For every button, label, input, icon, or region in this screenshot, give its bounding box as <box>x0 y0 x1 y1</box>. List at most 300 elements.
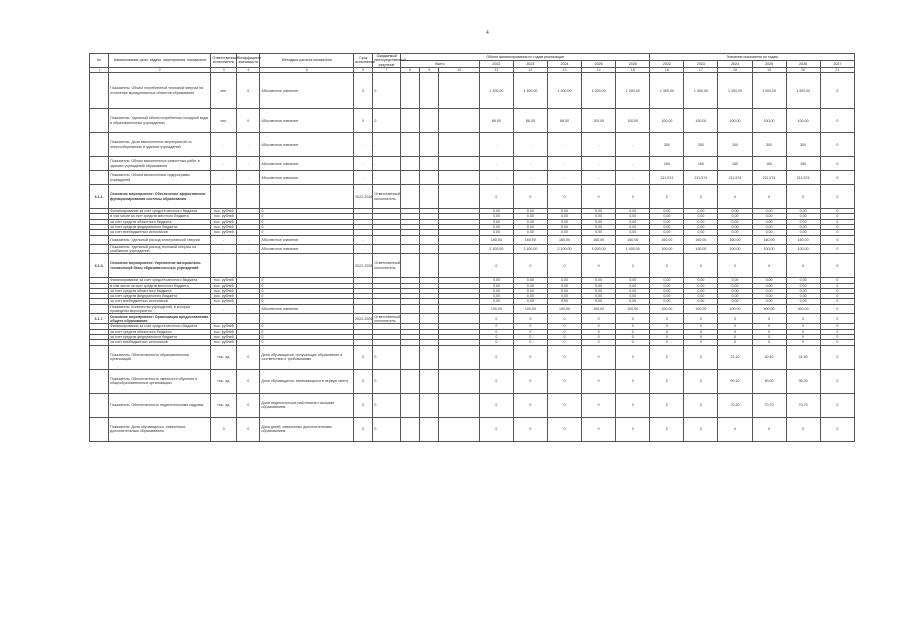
indicator-value: 0 <box>650 329 684 334</box>
budget-value: 160,00 <box>479 235 513 244</box>
budget-value: 0,00 <box>479 209 513 214</box>
table-row <box>90 417 855 441</box>
row-name: Показатель: Доля обучающихся, охваченных дополнительным образованием <box>109 417 211 441</box>
indicator-value: 1 300,00 <box>718 73 752 109</box>
budget-value: 0,00 <box>582 299 616 304</box>
row-method: 0 <box>260 209 354 214</box>
column-index: 1 <box>90 67 109 72</box>
budget-value: 0 <box>547 369 581 393</box>
budget-value: 0 <box>479 417 513 441</box>
table-row <box>90 254 855 278</box>
row-name: за счет средств федерального бюджета <box>109 294 211 299</box>
row-total-empty <box>420 304 439 314</box>
indicator-value: 160,00 <box>650 235 684 244</box>
row-period: 0 <box>354 369 373 393</box>
indicator-value: 70,20 <box>718 393 752 417</box>
row-result: 0 <box>373 417 401 441</box>
budget-value: 0 <box>582 417 616 441</box>
row-number <box>90 109 109 133</box>
indicator-value: 0,00 <box>650 219 684 224</box>
row-name: за счет внебюджетных источников <box>109 230 211 235</box>
budget-value: 0,00 <box>479 283 513 288</box>
budget-value: 0 <box>547 345 581 369</box>
indicator-value: 0 <box>820 345 854 369</box>
budget-value: 0 <box>479 345 513 369</box>
indicator-value: 0 <box>650 254 684 278</box>
indicator-value: 0,00 <box>650 283 684 288</box>
indicator-value: 0 <box>752 254 786 278</box>
row-total-empty <box>439 133 479 157</box>
indicator-value: 0 <box>820 133 854 157</box>
budget-value: 0,00 <box>547 283 581 288</box>
row-number <box>90 235 109 244</box>
row-coef: 0 <box>236 345 259 369</box>
row-executor: тыс. рублей <box>211 299 237 304</box>
indicator-value: 0,00 <box>752 219 786 224</box>
indicator-value: 0 <box>752 185 786 209</box>
indicator-value: 0,00 <box>684 299 718 304</box>
budget-value: 0,00 <box>513 214 547 219</box>
budget-value: 0 <box>616 329 650 334</box>
row-executor: тыс. ед. <box>211 345 237 369</box>
row-executor: 0 <box>211 417 237 441</box>
table-row <box>90 304 855 314</box>
row-method: Доля обучающихся, занимающихся в первую смену <box>260 369 354 393</box>
budget-value: 0,00 <box>547 225 581 230</box>
indicator-value: 0,00 <box>684 209 718 214</box>
indicator-value: 0,00 <box>718 225 752 230</box>
budget-value: - <box>547 171 581 185</box>
indicator-value: 1 300,00 <box>786 73 820 109</box>
budget-value: 0 <box>616 345 650 369</box>
row-total-empty <box>439 244 479 254</box>
budget-value: 0 <box>479 340 513 345</box>
row-total-empty <box>439 314 479 324</box>
budget-value: - <box>582 171 616 185</box>
indicator-value: 0,00 <box>718 214 752 219</box>
indicator-value: 0 <box>718 185 752 209</box>
row-coef: - <box>236 157 259 171</box>
row-total-empty <box>439 185 479 209</box>
budget-value: 0,00 <box>616 209 650 214</box>
group-budget: Объем финансирования по годам реализации <box>401 54 650 61</box>
budget-value: 0 <box>582 185 616 209</box>
indicator-value: 0 <box>650 314 684 324</box>
budget-value: 0,00 <box>616 225 650 230</box>
indicator-value: 0,00 <box>786 219 820 224</box>
indicator-value: 0 <box>718 340 752 345</box>
row-coef: 0 <box>236 393 259 417</box>
row-executor: - <box>211 244 237 254</box>
row-result: 0 <box>373 109 401 133</box>
row-period: 0 <box>354 73 373 109</box>
indicator-value: 160 <box>718 157 752 171</box>
budget-year: 2022 <box>479 60 513 67</box>
indicator-value: 0 <box>684 340 718 345</box>
row-coef: 0 <box>236 369 259 393</box>
budget-value: 160,00 <box>582 235 616 244</box>
row-method: 0 <box>260 278 354 283</box>
budget-value: 0 <box>616 334 650 339</box>
col-method: Методика расчета показателя <box>260 54 354 68</box>
indicator-value: 0,00 <box>786 288 820 293</box>
budget-value: 100,00 <box>582 109 616 133</box>
budget-value: 1 000,00 <box>616 244 650 254</box>
indicator-value: 160,00 <box>752 235 786 244</box>
indicator-value: 300 <box>786 133 820 157</box>
budget-value: 1 300,00 <box>547 73 581 109</box>
budget-value: 0,00 <box>582 230 616 235</box>
row-executor: чел. <box>211 109 237 133</box>
column-index: 7 <box>373 67 401 72</box>
indicator-value: 100,00 <box>718 304 752 314</box>
indicator-value: 100,00 <box>684 304 718 314</box>
budget-value: - <box>513 133 547 157</box>
column-index: 17 <box>684 67 718 72</box>
indicator-value: 0 <box>820 230 854 235</box>
row-name: Основное мероприятие: Обеспечение эффективного функционирования системы образования <box>109 185 211 209</box>
indicator-value: 100,00 <box>718 109 752 133</box>
table-row <box>90 314 855 324</box>
indicator-value: 300 <box>650 133 684 157</box>
budget-value: 0,00 <box>513 278 547 283</box>
budget-year: 2024 <box>547 60 581 67</box>
budget-value: 0 <box>547 340 581 345</box>
indicator-value: 0 <box>820 157 854 171</box>
indicator-value: 0 <box>820 294 854 299</box>
row-method: Абсолютное значение <box>260 133 354 157</box>
budget-value: 0,00 <box>582 209 616 214</box>
row-total-empty <box>420 185 439 209</box>
indicator-value: 0 <box>786 314 820 324</box>
budget-value: 0,00 <box>582 225 616 230</box>
row-executor: - <box>211 157 237 171</box>
row-executor <box>211 185 237 209</box>
indicator-value: 1 300,00 <box>684 73 718 109</box>
budget-value: 0,00 <box>582 214 616 219</box>
indicator-value: 0,00 <box>684 283 718 288</box>
indicator-value: 0,00 <box>718 299 752 304</box>
indicator-value: 0,00 <box>650 278 684 283</box>
indicator-value: 0,00 <box>718 288 752 293</box>
row-result: - <box>373 244 401 254</box>
column-index: 13 <box>547 67 581 72</box>
indicator-value: 0 <box>684 369 718 393</box>
budget-value: 86,00 <box>547 109 581 133</box>
table-row <box>90 171 855 185</box>
indicator-value: 0,00 <box>752 278 786 283</box>
indicator-value: 0 <box>684 324 718 329</box>
budget-value: 0 <box>513 185 547 209</box>
row-number <box>90 244 109 254</box>
indicator-value: 211,574 <box>718 171 752 185</box>
col-coef: Коэффициент значимости <box>236 54 259 68</box>
indicator-value: 0 <box>820 299 854 304</box>
row-method <box>260 314 354 324</box>
indicator-value: 0,00 <box>650 230 684 235</box>
budget-value: 0 <box>513 329 547 334</box>
row-result: - <box>373 171 401 185</box>
indicator-value: 0 <box>752 417 786 441</box>
indicator-value: 0,00 <box>684 294 718 299</box>
budget-value: 0,00 <box>547 214 581 219</box>
value-year: 2025 <box>752 60 786 67</box>
indicator-value: 0 <box>820 324 854 329</box>
budget-value: 1 300,00 <box>616 73 650 109</box>
col-name: Наименование цели, задачи, мероприятия, показателя <box>109 54 211 68</box>
row-total-empty <box>420 345 439 369</box>
indicator-value: 0 <box>684 417 718 441</box>
row-executor: тыс. рублей <box>211 219 237 224</box>
indicator-value: 0,00 <box>752 214 786 219</box>
column-index: 9 <box>420 67 439 72</box>
row-period: 2022-2026 <box>354 314 373 324</box>
budget-value: 100,00 <box>547 304 581 314</box>
row-method: 0 <box>260 219 354 224</box>
budget-value: - <box>616 133 650 157</box>
budget-value: 0 <box>616 417 650 441</box>
budget-value: 86,00 <box>513 109 547 133</box>
row-method: 0 <box>260 230 354 235</box>
budget-value: 0,00 <box>582 278 616 283</box>
row-period: - <box>354 244 373 254</box>
budget-value: 0,00 <box>547 230 581 235</box>
row-result: Ответственный исполнитель <box>373 254 401 278</box>
budget-value: 160,00 <box>513 235 547 244</box>
indicator-value: 100,00 <box>684 109 718 133</box>
budget-value: 0,00 <box>616 230 650 235</box>
value-year: 2027 <box>820 60 854 67</box>
budget-value: 0 <box>479 369 513 393</box>
budget-value: 0 <box>479 334 513 339</box>
indicator-value: 0 <box>684 345 718 369</box>
budget-value: 1 300,00 <box>513 73 547 109</box>
row-total-empty <box>439 369 479 393</box>
budget-value: 0,00 <box>616 214 650 219</box>
row-name: Финансирование за счет средств местного бюджета <box>109 324 211 329</box>
row-method: Абсолютное значение <box>260 109 354 133</box>
row-period: 2022-2026 <box>354 254 373 278</box>
row-total-empty <box>420 393 439 417</box>
row-executor: - <box>211 304 237 314</box>
row-result: - <box>373 133 401 157</box>
budget-value: - <box>582 133 616 157</box>
row-number <box>90 73 109 109</box>
row-total-empty <box>401 393 420 417</box>
row-result: 0 <box>373 73 401 109</box>
indicator-value: 0,00 <box>650 214 684 219</box>
indicator-value: 0,00 <box>684 278 718 283</box>
indicator-value: 160 <box>650 157 684 171</box>
row-method: 0 <box>260 283 354 288</box>
row-executor: тыс. рублей <box>211 225 237 230</box>
budget-value: 0 <box>582 324 616 329</box>
row-method: Абсолютное значение <box>260 171 354 185</box>
row-number <box>90 157 109 171</box>
row-method: Доля детей, охваченных дополнительным образованием <box>260 417 354 441</box>
budget-value: 0,00 <box>479 294 513 299</box>
indicator-value: 0,00 <box>718 209 752 214</box>
row-executor: тыс. рублей <box>211 334 237 339</box>
indicator-value: 211,574 <box>752 171 786 185</box>
row-total-empty <box>420 244 439 254</box>
row-method: 0 <box>260 299 354 304</box>
indicator-value: 100,00 <box>718 244 752 254</box>
row-result: - <box>373 304 401 314</box>
row-total-empty <box>401 133 420 157</box>
budget-value: 0,00 <box>513 283 547 288</box>
indicator-value: 300 <box>752 133 786 157</box>
indicator-value: 21,10 <box>718 345 752 369</box>
indicator-value: 300 <box>718 133 752 157</box>
indicator-value: 100,00 <box>650 244 684 254</box>
budget-value: 100,00 <box>616 109 650 133</box>
indicator-value: 0 <box>650 369 684 393</box>
indicator-value: 0 <box>650 393 684 417</box>
row-number <box>90 304 109 314</box>
column-index: 19 <box>752 67 786 72</box>
row-name: Показатель: Объем выполненных ремонтных работ в зданиях учреждений образования <box>109 157 211 171</box>
budget-value: 0 <box>547 334 581 339</box>
budget-value: 0 <box>582 314 616 324</box>
budget-value: 0 <box>479 324 513 329</box>
budget-value: - <box>547 133 581 157</box>
budget-value: 0,00 <box>479 225 513 230</box>
budget-value: - <box>479 133 513 157</box>
row-total-empty <box>439 254 479 278</box>
row-coef: - <box>236 244 259 254</box>
row-period: 2022-2026 <box>354 185 373 209</box>
indicator-value: 0 <box>684 329 718 334</box>
indicator-value: 0 <box>820 171 854 185</box>
row-period: - <box>354 304 373 314</box>
indicator-value: 0 <box>752 334 786 339</box>
indicator-value: 160 <box>786 157 820 171</box>
row-method: 0 <box>260 329 354 334</box>
budget-value: 0,00 <box>479 219 513 224</box>
row-method <box>260 254 354 278</box>
indicator-value: 0 <box>752 340 786 345</box>
column-index: 4 <box>236 67 259 72</box>
budget-value: 0 <box>547 314 581 324</box>
row-total-empty <box>439 393 479 417</box>
indicator-value: 0 <box>786 254 820 278</box>
budget-value: 100,00 <box>582 304 616 314</box>
budget-value: 0 <box>582 340 616 345</box>
row-executor: тыс. рублей <box>211 294 237 299</box>
indicator-value: 0 <box>820 235 854 244</box>
row-total-empty <box>420 171 439 185</box>
budget-value: 0 <box>582 329 616 334</box>
row-total-empty <box>420 109 439 133</box>
indicator-value: 0 <box>820 329 854 334</box>
row-total-empty <box>420 235 439 244</box>
row-period: 0 <box>354 393 373 417</box>
budget-value: 100,00 <box>616 304 650 314</box>
budget-value: - <box>616 171 650 185</box>
indicator-value: 0,00 <box>752 209 786 214</box>
row-total-empty <box>420 369 439 393</box>
row-method: Абсолютное значение <box>260 304 354 314</box>
indicator-value: 0 <box>650 340 684 345</box>
row-total-empty <box>439 109 479 133</box>
budget-value: 2 100,00 <box>547 244 581 254</box>
budget-value: 160,00 <box>547 235 581 244</box>
budget-value: 0 <box>582 393 616 417</box>
value-year: 2026 <box>786 60 820 67</box>
program-table <box>89 53 855 442</box>
budget-value: 0 <box>616 185 650 209</box>
table-row <box>90 369 855 393</box>
value-year: 2024 <box>718 60 752 67</box>
budget-value: 0,00 <box>479 214 513 219</box>
indicator-value: 160 <box>752 157 786 171</box>
row-executor: тыс. ед. <box>211 369 237 393</box>
row-total-empty <box>401 417 420 441</box>
row-name: за счет внебюджетных источников <box>109 299 211 304</box>
indicator-value: 1 300,00 <box>752 73 786 109</box>
row-method: 0 <box>260 324 354 329</box>
row-total-empty <box>439 345 479 369</box>
row-number: 6.1.6. <box>90 254 109 278</box>
budget-value: 0,00 <box>582 283 616 288</box>
budget-value: 0 <box>616 324 650 329</box>
row-total-empty <box>420 417 439 441</box>
table-row <box>90 393 855 417</box>
budget-year: 2025 <box>582 60 616 67</box>
row-result: Ответственный исполнитель <box>374 314 400 323</box>
row-executor: - <box>211 171 237 185</box>
indicator-value: 160,00 <box>684 235 718 244</box>
budget-value: - <box>479 157 513 171</box>
column-index: 2 <box>109 67 211 72</box>
budget-value: 0 <box>616 393 650 417</box>
indicator-value: 0 <box>718 329 752 334</box>
row-total-empty <box>401 157 420 171</box>
column-index: 21 <box>820 67 854 72</box>
row-name: Показатель: Количество учреждений, в которых проведены мероприятия <box>109 304 211 314</box>
table-row <box>90 73 855 109</box>
indicator-value: 0 <box>718 334 752 339</box>
budget-value: 1 000,00 <box>582 244 616 254</box>
row-number <box>90 369 109 393</box>
row-executor: тыс. рублей <box>211 340 237 345</box>
indicator-value: 0,00 <box>684 230 718 235</box>
indicator-value: 0 <box>786 185 820 209</box>
row-name: Показатель: Удельный расход электрической энергии <box>109 235 211 244</box>
row-coef: - <box>236 133 259 157</box>
row-result: - <box>373 157 401 171</box>
row-method: 0 <box>260 340 354 345</box>
col-total: Всего <box>401 60 480 67</box>
indicator-value: 0,00 <box>650 288 684 293</box>
indicator-value: 0 <box>820 209 854 214</box>
indicator-value: 400,00 <box>752 304 786 314</box>
row-name: за счет средств областного бюджета <box>109 288 211 293</box>
indicator-value: 0 <box>752 329 786 334</box>
budget-value: 0 <box>547 393 581 417</box>
budget-value: 0,00 <box>479 299 513 304</box>
budget-value: 0 <box>616 314 650 324</box>
column-index: 6 <box>354 67 373 72</box>
row-period: - <box>354 235 373 244</box>
indicator-value: 0,00 <box>786 294 820 299</box>
row-name: за счет средств федерального бюджета <box>109 334 211 339</box>
budget-value: 100,00 <box>479 304 513 314</box>
indicator-value: 100,00 <box>650 304 684 314</box>
row-executor: тыс. ед. <box>211 393 237 417</box>
row-method: Доля педагогических работников с высшим образованием <box>260 393 354 417</box>
